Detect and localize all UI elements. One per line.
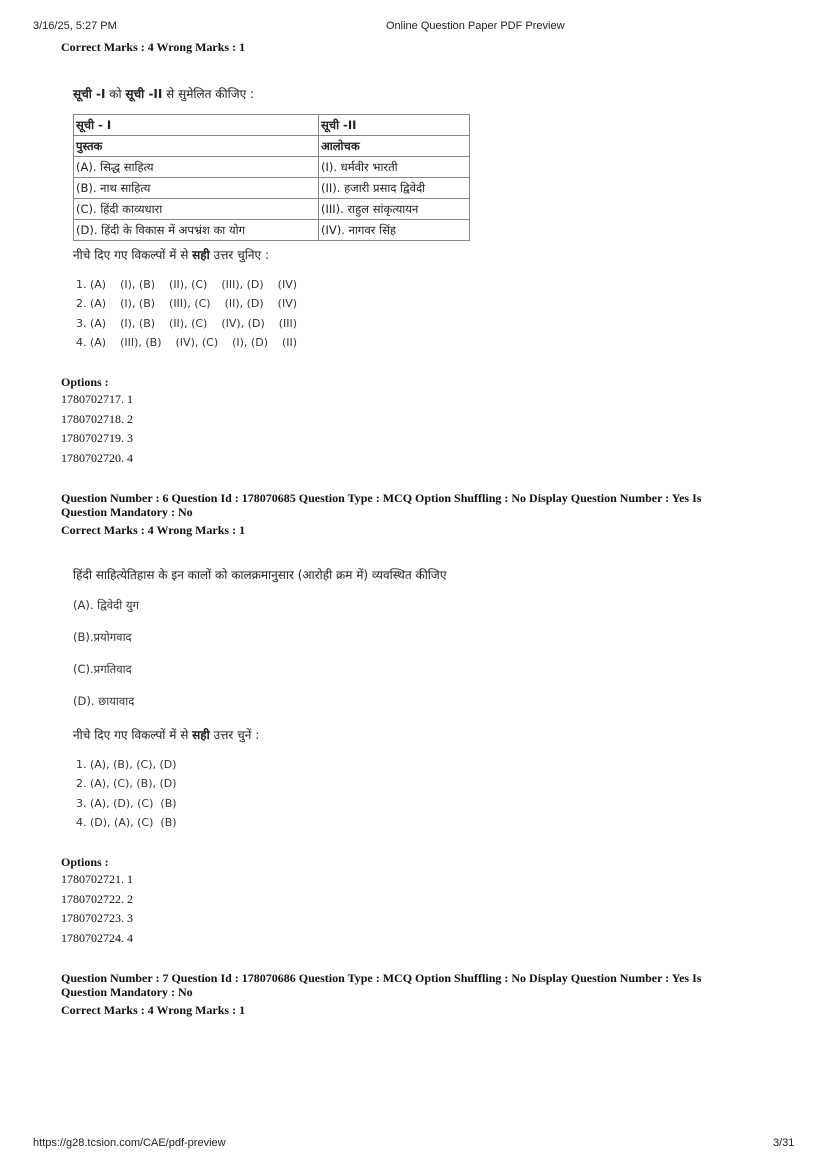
q7-meta-line1: Question Number : 7 Question Id : 178070686 Question Type : MCQ Option Shuffling : No Display Question Number : Yes Is: [61, 971, 702, 985]
q5-options: [61, 392, 133, 470]
sequence-item: (C).प्रगतिवाद: [73, 662, 132, 676]
option-id: 1780702721. 1: [61, 872, 133, 886]
q6-marks: Correct Marks : 4 Wrong Marks : 1: [61, 523, 246, 537]
sequence-item: (D). छायावाद: [73, 694, 135, 708]
table-row: [74, 220, 470, 241]
q5-instruction: [73, 85, 254, 102]
list-2-label: सूची -II: [125, 87, 163, 101]
match-table: [73, 114, 470, 241]
table-sub-right: आलोचक: [319, 136, 470, 157]
q5-choice-list: [76, 278, 297, 355]
option-id: 1780702723. 3: [61, 911, 133, 925]
table-head-left: सूची - I: [74, 115, 319, 136]
q6-options-label: Options :: [61, 855, 109, 869]
page-number: 3/31: [773, 1137, 795, 1149]
page-url[interactable]: https://g28.tcsion.com/CAE/pdf-preview: [33, 1137, 226, 1149]
choice-item: 1. (A), (B), (C), (D): [76, 758, 177, 771]
q5-prompt: [73, 246, 269, 263]
choice-item: 3. (A) (I), (B) (II), (C) (IV), (D) (III): [76, 316, 298, 330]
prompt-prefix: नीचे दिए गए विकल्पों में से: [73, 728, 193, 742]
table-subheader-row: [74, 136, 470, 157]
option-id: 1780702724. 4: [61, 930, 133, 945]
print-title: Online Question Paper PDF Preview: [386, 20, 565, 32]
print-datetime: 3/16/25, 5:27 PM: [33, 20, 117, 32]
q7-marks: Correct Marks : 4 Wrong Marks : 1: [61, 1003, 246, 1017]
table-cell-left: (D). हिंदी के विकास में अपभ्रंश का योग: [74, 220, 319, 241]
prompt-suffix: उत्तर चुनें :: [209, 728, 260, 742]
q6-prompt: [73, 726, 259, 743]
list-1-label: सूची -I: [73, 87, 106, 101]
table-cell-right: (III). राहुल सांकृत्यायन: [319, 199, 470, 220]
q5-options-label: Options :: [61, 375, 109, 389]
sequence-item: (A). द्विवेदी युग: [73, 598, 140, 612]
q7-meta: [61, 971, 761, 999]
table-cell-left: (C). हिंदी काव्यधारा: [74, 199, 319, 220]
choice-item: 4. (D), (A), (C) (B): [76, 815, 177, 829]
table-cell-left: (B). नाथ साहित्य: [74, 178, 319, 199]
q6-question: हिंदी साहित्येतिहास के इन कालों को कालक्रमानुसार (आरोही क्रम में) व्यवस्थित कीजिए: [73, 568, 447, 582]
option-id: 1780702722. 2: [61, 891, 133, 906]
option-id: 1780702719. 3: [61, 431, 133, 445]
prompt-prefix: नीचे दिए गए विकल्पों में से: [73, 248, 193, 262]
q6-choice-list: [76, 758, 177, 835]
table-cell-right: (IV). नागवर सिंह: [319, 220, 470, 241]
instruction-suffix: से सुमेलित कीजिए :: [162, 87, 255, 101]
table-row: [74, 157, 470, 178]
choice-item: 2. (A), (C), (B), (D): [76, 777, 177, 791]
prompt-emphasis: सही: [192, 248, 210, 262]
sequence-item: (B).प्रयोगवाद: [73, 630, 132, 644]
table-head-right: सूची -II: [319, 115, 470, 136]
option-id: 1780702718. 2: [61, 411, 133, 426]
prompt-suffix: उत्तर चुनिए :: [209, 248, 270, 262]
q6-options: [61, 872, 133, 950]
q6-meta-line1: Question Number : 6 Question Id : 178070685 Question Type : MCQ Option Shuffling : No Display Question Number : Yes Is: [61, 491, 702, 505]
q5-marks: Correct Marks : 4 Wrong Marks : 1: [61, 40, 246, 54]
table-row: [74, 199, 470, 220]
option-id: 1780702720. 4: [61, 450, 133, 465]
prompt-emphasis: सही: [192, 728, 210, 742]
table-header-row: [74, 115, 470, 136]
q6-meta-line2: Question Mandatory : No: [61, 505, 193, 519]
instruction-connector: को: [105, 87, 126, 101]
table-cell-right: (II). हजारी प्रसाद द्विवेदी: [319, 178, 470, 199]
choice-item: 2. (A) (I), (B) (III), (C) (II), (D) (IV): [76, 297, 298, 311]
option-id: 1780702717. 1: [61, 392, 133, 406]
q7-meta-line2: Question Mandatory : No: [61, 985, 193, 999]
choice-item: 3. (A), (D), (C) (B): [76, 796, 177, 810]
table-cell-left: (A). सिद्ध साहित्य: [74, 157, 319, 178]
table-row: [74, 178, 470, 199]
table-cell-right: (I). धर्मवीर भारती: [319, 157, 470, 178]
q6-meta: [61, 491, 761, 519]
choice-item: 1. (A) (I), (B) (II), (C) (III), (D) (IV): [76, 278, 298, 291]
choice-item: 4. (A) (III), (B) (IV), (C) (I), (D) (II): [76, 335, 298, 349]
table-sub-left: पुस्तक: [74, 136, 319, 157]
